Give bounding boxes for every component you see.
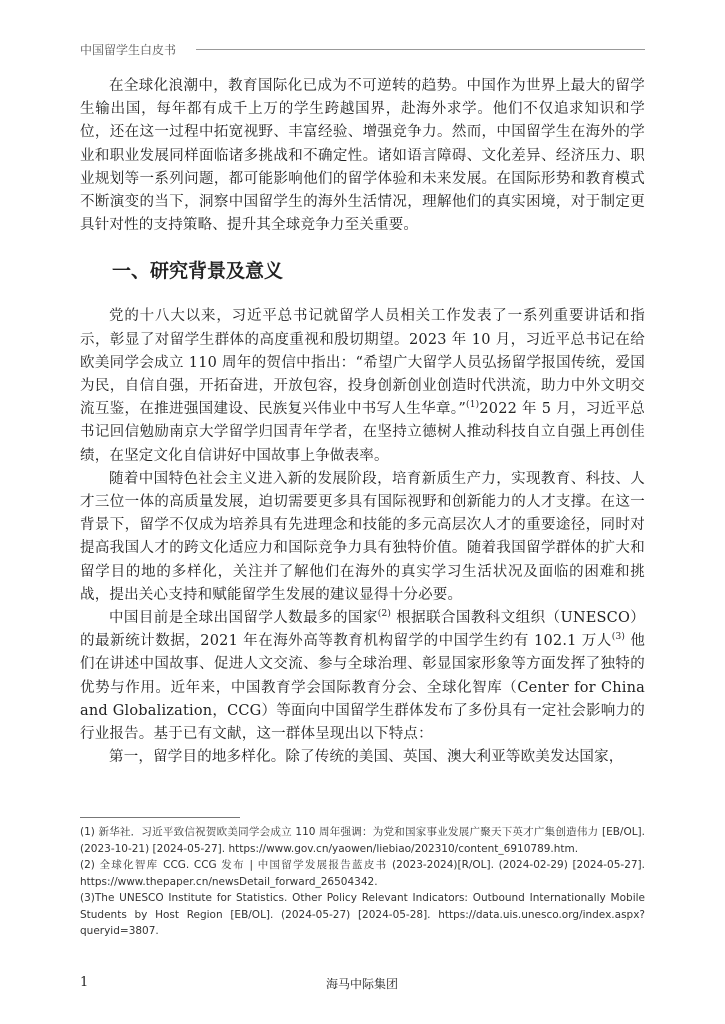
- intro-paragraph: 在全球化浪潮中，教育国际化已成为不可逆转的趋势。中国作为世界上最大的留学生输出国，每年都有成千上万的学生跨越国界，赴海外求学。他们不仅追求知识和学位，还在这一过程中拓宽视野、丰富经验、增强竞争力。然而，中国留学生在海外的学业和职业发展同样面临诸多挑战和不确定性。诸如语言障碍、文化差异、经济压力、职业规划等一系列问题，都可能影响他们的留学体验和未来发展。在国际形势和教育模式不断演变的当下，洞察中国留学生的海外生活情况，理解他们的真实困境，对于制定更具针对性的支持策略、提升其全球竞争力至关重要。: [80, 78, 645, 234]
- paragraph-1-text-a: 党的十八大以来，习近平总书记就留学人员相关工作发表了一系列重要讲话和指示，彰显了对留学生群体的高度重视和殷切期望。2023 年 10 月，习近平总书记在给欧美同学会成立 110 周年的贺信中指出：“希望广大留学人员弘扬留学报国传统，爱国为民，自信自强，开拓奋进，开放包容，投身创新创业创造时代洪流，助力中外文明交流互鉴，在推进强国建设、民族复兴伟业中书写人生华章。”: [80, 308, 645, 418]
- paragraph-4: 第一，留学目的地多样化。除了传统的美国、英国、澳大利亚等欧美发达国家，: [109, 749, 624, 766]
- paragraph-1-text-b: 2022 年 5 月，习近平总书记回信勉励南京大学留学归国青年学者，在坚持立德树人推动科技自立自强上再创佳绩，在坚定文化自信讲好中国故事上争做表率。: [80, 401, 645, 464]
- footnote-1: (1) 新华社．习近平致信祝贺欧美同学会成立 110 周年强调：为党和国家事业发展广聚天下英才广集创造伟力 [EB/OL]. (2023-10-21) [2024-05-27]. https://www.gov.cn/yaowen/liebiao/202310/content_6910789.htm.: [80, 826, 645, 855]
- footnote-ref-3[interactable]: (3): [611, 632, 626, 643]
- footnote-ref-1[interactable]: (1): [465, 400, 480, 411]
- paragraph-3-text-a: 中国目前是全球出国留学人数最多的国家: [109, 610, 378, 627]
- page-footer: [80, 975, 645, 995]
- publisher-name: 海马中际集团: [326, 977, 399, 991]
- section-heading: 一、研究背景及意义: [112, 260, 284, 283]
- page-number: 1: [80, 975, 89, 990]
- paragraph-3-text-c: 他们在讲述中国故事、促进人文交流、参与全球治理、彰显国家形象等方面发挥了独特的优势与作用。近年来，中国教育学会国际教育分会、全球化智库（Center for China and Globalization，CCG）等面向中国留学生群体发布了多份具有一定社会影响力的行业报告。基于已有文献，这一群体呈现出以下特点：: [80, 633, 646, 743]
- paragraph-3: [80, 607, 645, 746]
- paragraph-2: 随着中国特色社会主义进入新的发展阶段，培育新质生产力，实现教育、科技、人才三位一体的高质量发展，迫切需要更多具有国际视野和创新能力的人才支撑。在这一背景下，留学不仅成为培养具有先进理念和技能的多元高层次人才的重要途径，同时对提高我国人才的跨文化适应力和国际竞争力具有独特价值。随着我国留学群体的扩大和留学目的地的多样化，关注并了解他们在海外的真实学习生活状况及面临的困难和挑战，提出关心支持和赋能留学生发展的建议显得十分必要。: [80, 470, 645, 603]
- header-title: 中国留学生白皮书: [80, 42, 177, 57]
- paragraph-3-text-b: 根据联合国教科文组织（UNESCO）的最新统计数据，2021 年在海外高等教育机构留学的中国学生约有 102.1 万人: [80, 610, 645, 650]
- paragraph-1: [80, 305, 645, 467]
- footnote-3: (3)The UNESCO Institute for Statistics. Other Policy Relevant Indicators: Outbound Internationally Mobile Students by Host Region [EB/OL]. (2024-05-27) [2024-05-28]. https://data.uis.unesco.org/index.aspx?queryid=3807.: [80, 892, 645, 937]
- page-body: [80, 75, 645, 769]
- footnote-2: (2) 全球化智库 CCG. CCG 发布 | 中国留学发展报告蓝皮书 (2023-2024)[R/OL]. (2024-02-29) [2024-05-27]. https://www.thepaper.cn/newsDetail_forward_26504342.: [80, 859, 645, 888]
- header-rule: [196, 49, 645, 50]
- footnote-ref-2[interactable]: (2): [377, 609, 392, 620]
- footnotes: [80, 817, 645, 940]
- footnote-rule: [80, 817, 240, 818]
- running-header: [80, 40, 645, 58]
